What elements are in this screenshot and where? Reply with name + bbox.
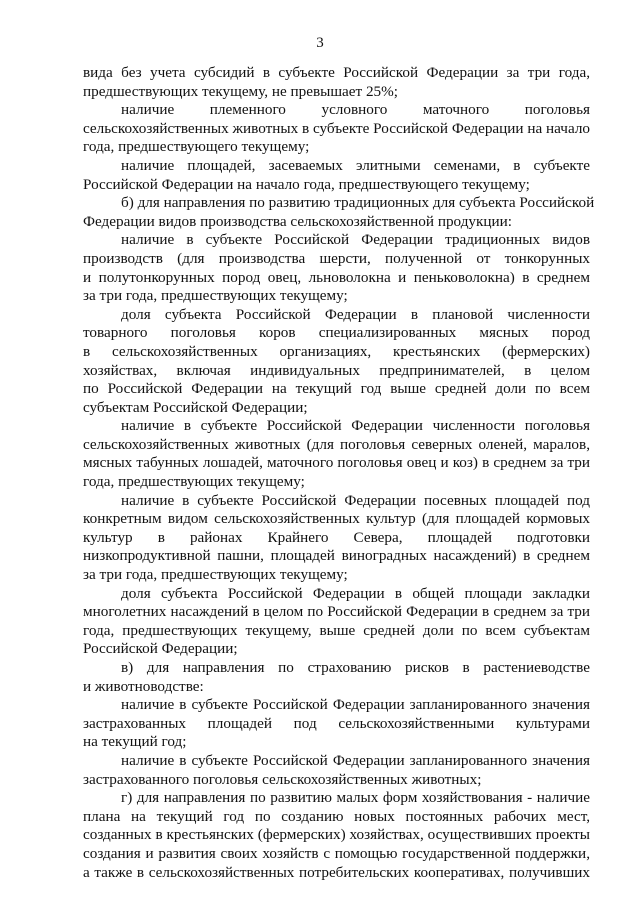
text-line: года, предшествующих текущему; <box>83 473 305 491</box>
text-line: в сельскохозяйственных организациях, крестьянских (фермерских) <box>83 342 590 360</box>
text-line: года, предшествующего текущему; <box>83 138 310 156</box>
text-line: вида без учета субсидий в субъекте Российской Федерации за три года, <box>83 64 590 81</box>
text-line: создания и развития своих хозяйств с помощью государственной поддержки, <box>83 844 590 862</box>
text-line: на текущий год; <box>83 733 187 751</box>
text-line: б) для направления по развитию традиционных для субъекта Российской <box>121 194 595 212</box>
text-line: г) для направления по развитию малых форм хозяйствования - наличие <box>121 789 590 807</box>
text-line: низкопродуктивной пашни, площадей виноградных насаждений) в среднем <box>83 547 590 565</box>
text-line: наличие племенного условного маточного поголовья <box>121 101 590 119</box>
text-line: наличие в субъекте Российской Федерации посевных площадей под <box>121 491 590 509</box>
text-line: и полутонкорунных пород овец, льноволокна и пеньковолокна) в среднем <box>83 268 590 286</box>
text-line: наличие площадей, засеваемых элитными семенами, в субъекте <box>121 156 590 174</box>
text-line: наличие в субъекте Российской Федерации численности поголовья <box>121 417 590 435</box>
text-line: доля субъекта Российской Федерации в плановой численности <box>121 305 590 323</box>
text-line: и животноводстве: <box>83 677 204 695</box>
text-line: созданных в крестьянских (фермерских) хозяйствах, осуществивших проекты <box>83 826 590 844</box>
text-line: застрахованного поголовья сельскохозяйственных животных; <box>83 770 482 788</box>
text-line: доля субъекта Российской Федерации в общей площади закладки <box>121 584 590 602</box>
text-line: Российской Федерации на начало года, предшествующего текущему; <box>83 175 530 193</box>
text-line: сельскохозяйственных животных (для поголовья северных оленей, маралов, <box>83 435 590 453</box>
text-line: конкретным видом сельскохозяйственных культур (для площадей кормовых <box>83 510 590 528</box>
text-line: многолетних насаждений в целом по Российской Федерации в среднем за три <box>83 603 590 621</box>
text-line: наличие в субъекте Российской Федерации традиционных видов <box>121 231 590 249</box>
page-number: 3 <box>316 35 324 51</box>
text-line: Российской Федерации; <box>83 640 238 658</box>
text-line: застрахованных площадей под сельскохозяйственными культурами <box>83 714 590 732</box>
text-line: субъектам Российской Федерации; <box>83 398 308 416</box>
text-line: по Российской Федерации на текущий год выше средней доли по всем <box>83 380 590 398</box>
text-line: хозяйствах, включая индивидуальных предпринимателей, в целом <box>83 361 590 379</box>
text-line: товарного поголовья коров специализированных мясных пород <box>83 324 590 342</box>
text-line: предшествующих текущему, не превышает 25%; <box>83 82 399 100</box>
text-line: в) для направления по страхованию рисков в растениеводстве <box>121 659 590 676</box>
text-line: за три года, предшествующих текущему; <box>83 287 348 305</box>
text-line: а также в сельскохозяйственных потребительских кооперативах, получивших <box>83 863 590 881</box>
text-line: года, предшествующих текущему, выше средней доли по всем субъектам <box>83 621 590 639</box>
text-line: производств (для производства шерсти, полученной от тонкорунных <box>83 249 590 267</box>
text-line: наличие в субъекте Российской Федерации запланированного значения <box>121 696 590 714</box>
text-line: плана на текущий год по созданию новых постоянных рабочих мест, <box>83 807 590 825</box>
text-line: культур в районах Крайнего Севера, площадей подготовки <box>83 528 590 546</box>
text-line: сельскохозяйственных животных в субъекте Российской Федерации на начало <box>83 119 590 137</box>
document-body <box>83 64 595 882</box>
text-line: Федерации видов производства сельскохозяйственной продукции: <box>83 212 512 230</box>
text-line: наличие в субъекте Российской Федерации запланированного значения <box>121 751 590 769</box>
text-line: за три года, предшествующих текущему; <box>83 566 348 584</box>
text-line: мясных табунных лошадей, маточного поголовья овец и коз) в среднем за три <box>83 454 590 472</box>
